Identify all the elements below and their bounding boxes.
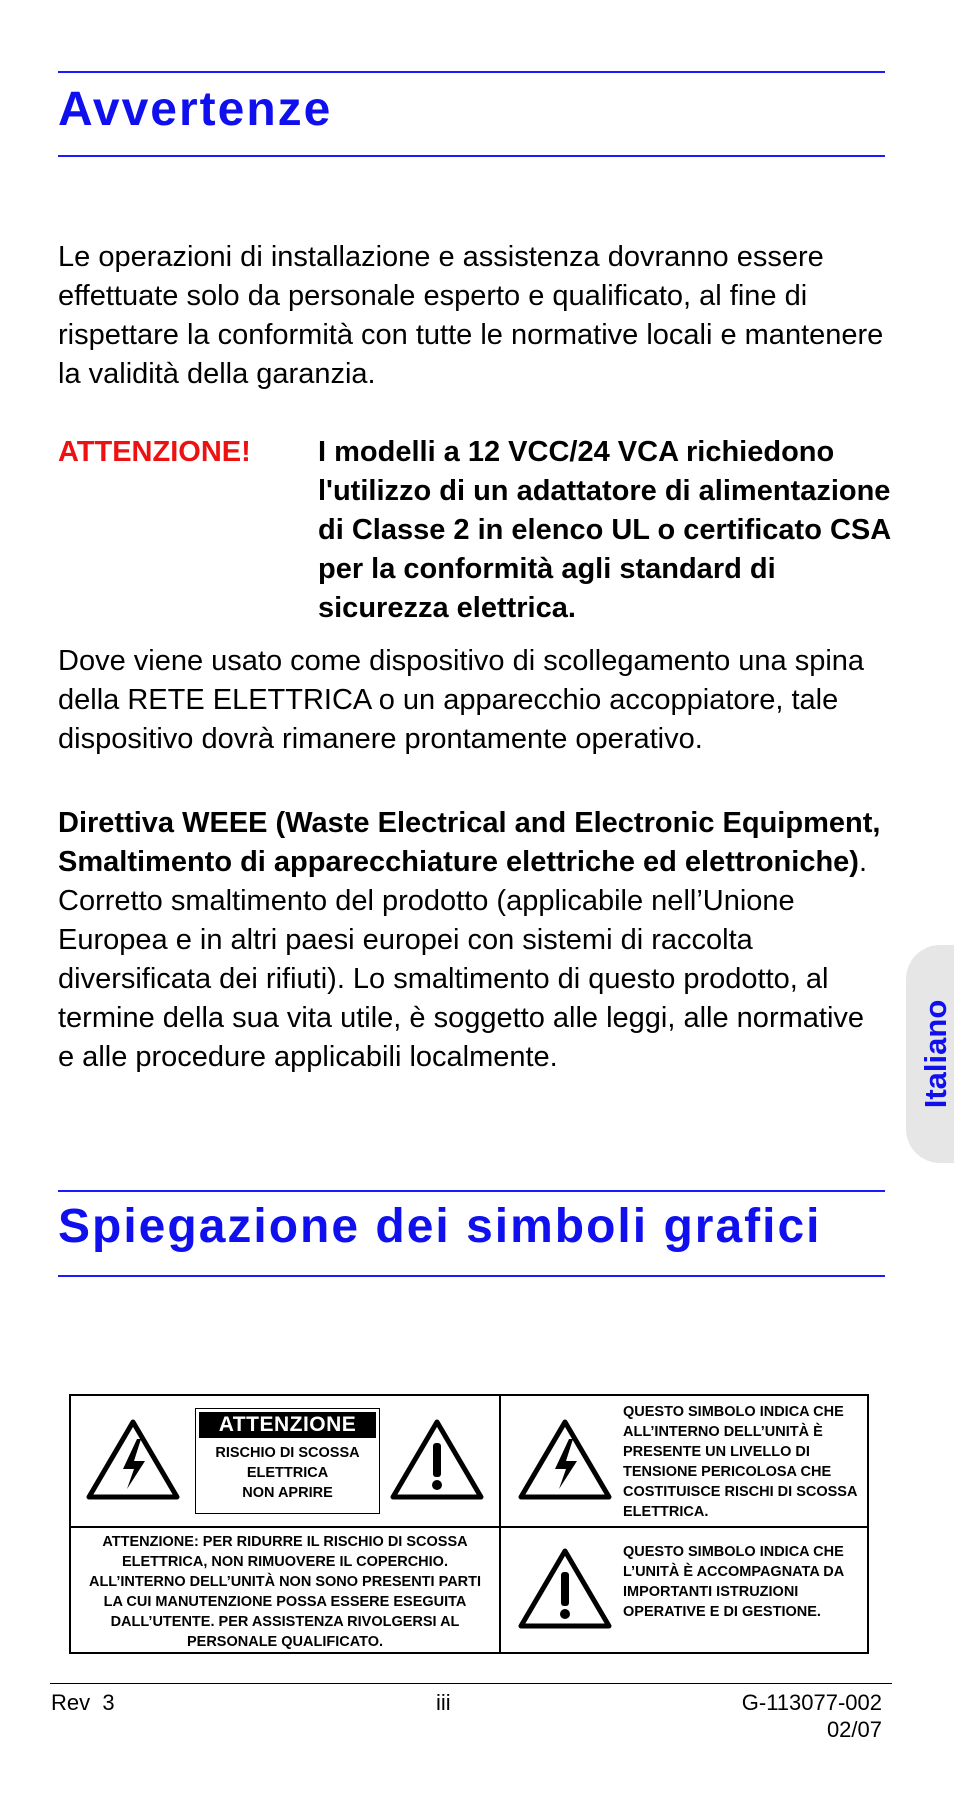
exclamation-symbol-description: QUESTO SIMBOLO INDICA CHE L’UNITÀ È ACCOMPAGNATA DA IMPORTANTI ISTRUZIONI OPERATIVE E DI GESTIONE. [623,1544,844,1620]
page-title: Avvertenze [58,83,333,136]
warning-label-line3: NON APRIRE [242,1485,333,1501]
disconnect-paragraph: Dove viene usato come dispositivo di scollegamento una spina della RETE ELETTRICA o un apparecchio accoppiatore, tale dispositivo dovrà rimanere prontamente operativo. [58,645,865,755]
warning-label-line2: ELETTRICA [246,1465,329,1481]
weee-paragraph [58,804,888,1077]
section-title: Spiegazione dei simboli grafici [58,1200,822,1253]
lightning-warning-icon [85,1417,181,1501]
language-tab-label: Italiano [918,999,953,1109]
language-tab[interactable] [906,945,954,1163]
footer-revision: Rev 3 [51,1690,115,1715]
warning-label-line1: RISCHIO DI SCOSSA [215,1445,360,1461]
footer-rule [50,1683,892,1684]
lightning-warning-icon [517,1417,613,1501]
panel-warning-text: ATTENZIONE: PER RIDURRE IL RISCHIO DI SCOSSA ELETTRICA, NON RIMUOVERE IL COPERCHIO. ALL’INTERNO DELL’UNITÀ NON SONO PRESENTI PARTI LA CUI MANUTENZIONE POSSA ESSERE ESEGUITA DALL’UTENTE. PER ASSISTENZA RIVOLGERSI AL PERSONALE QUALIFICATO. [88,1534,482,1650]
footer-date: 02/07 [826,1717,882,1742]
weee-heading: Direttiva WEEE (Waste Electrical and Electronic Equipment, Smaltimento di apparecchiature elettriche ed elettroniche) [58,807,881,878]
title-rule-bottom [58,155,885,157]
section-rule-top [58,1190,885,1192]
caution-text: I modelli a 12 VCC/24 VCA richiedono l'utilizzo di un adattatore di alimentazione di Classe 2 in elenco UL o certificato CSA per la conformità agli standard di sicurezza elettrica. [318,436,891,624]
table-divider-vertical [499,1396,501,1652]
intro-paragraph: Le operazioni di installazione e assistenza dovranno essere effettuate solo da personale esperto e qualificato, al fine di rispettare la conformità con tutte le normative locali e mantenere la validità della garanzia. [58,241,884,390]
weee-text: . Corretto smaltimento del prodotto (applicabile nell’Unione Europea e in altri paesi europei con sistemi di raccolta diversificata dei rifiuti). Lo smaltimento di questo prodotto, al termine della sua vita utile, è soggetto alle leggi, alle normative e alle procedure applicabili localmente. [58,846,868,1073]
title-rule-top [58,71,885,73]
footer-page-number: iii [436,1690,451,1715]
section-rule-bottom [58,1275,885,1277]
table-divider-horizontal [71,1526,867,1528]
exclamation-warning-icon [517,1546,613,1630]
exclamation-warning-icon [389,1417,485,1501]
warning-label-heading: ATTENZIONE [199,1412,376,1438]
caution-label: ATTENZIONE! [58,436,251,468]
voltage-symbol-description: QUESTO SIMBOLO INDICA CHE ALL’INTERNO DELL’UNITÀ È PRESENTE UN LIVELLO DI TENSIONE PERICOLOSA CHE COSTITUISCE RISCHI DI SCOSSA ELETTRICA. [623,1404,857,1520]
warning-label-box [195,1408,380,1514]
symbols-table [69,1394,869,1654]
footer-document-number: G-113077-002 [741,1690,882,1715]
